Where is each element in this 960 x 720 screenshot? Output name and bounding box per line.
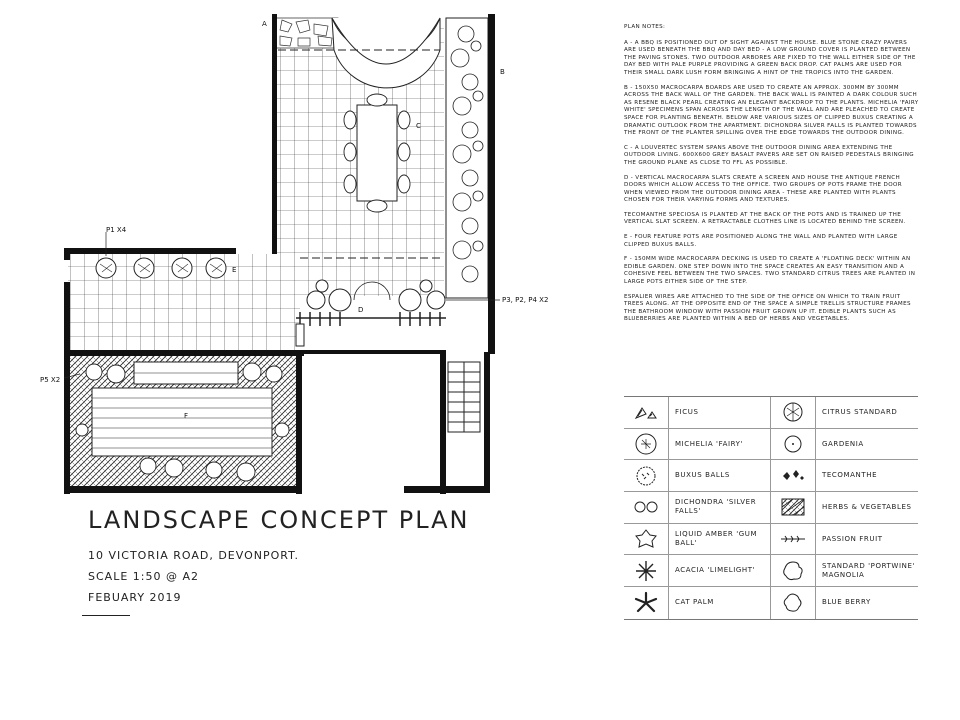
legend-label: LIQUID AMBER 'GUM BALL' xyxy=(675,530,758,548)
note-paragraph: ESPALIER WIRES ARE ATTACHED TO THE SIDE OF THE OFFICE ON WHICH TO TRAIN FRUIT TREES ALONG. AT THE OPPOSITE END OF THE SPACE A SIMPLE TRELLIS STRUCTURE FRAMES THE BATHROOM WINDOW WITH PASSION FRUIT GROWN UP IT. EDIBLE PLANTS SUCH AS BLUEBERRIES ARE PLANTED WITHIN A BED OF HERBS AND VEGETABLES. xyxy=(624,293,911,323)
legend-item-citrus xyxy=(771,397,918,429)
label-p3: P3, P2, P4 X2 xyxy=(502,296,549,304)
plan-scale: SCALE 1:50 @ A2 xyxy=(88,570,199,583)
legend-label: BLUE BERRY xyxy=(822,598,871,607)
acacia-icon xyxy=(624,555,669,586)
legend-item-blueberry xyxy=(771,587,918,619)
legend-label: FICUS xyxy=(675,407,699,416)
note-paragraph: C - A LOUVERTEC SYSTEM SPANS ABOVE THE OUTDOOR DINING AREA EXTENDING THE OUTDOOR LIVING. 600X600 GREY BASALT PAVERS ARE SET ON RAISED PEDESTALS BRINGING THE GROUND PLANE AS CLOSE TO FFL AS POSSIBLE. xyxy=(624,144,914,166)
plant-legend xyxy=(624,396,918,620)
legend-label: TECOMANTHE xyxy=(822,471,878,480)
magnolia-icon xyxy=(771,555,816,586)
label-e: E xyxy=(232,266,237,274)
stairs xyxy=(448,362,480,432)
legend-item-magnolia xyxy=(771,555,918,587)
notes-heading: PLAN NOTES: xyxy=(624,24,666,30)
legend-item-acacia xyxy=(624,555,771,587)
plan-date: FEBUARY 2019 xyxy=(88,591,182,604)
label-f: F xyxy=(184,412,189,420)
legend-item-dichondra xyxy=(624,492,771,524)
plan-notes xyxy=(624,24,920,331)
note-paragraph: D - VERTICAL MACROCARPA SLATS CREATE A SCREEN AND HOUSE THE ANTIQUE FRENCH DOORS WHICH ALLOW ACCESS TO THE OFFICE. TWO GROUPS OF POTS FRAME THE DOOR WHEN VIEWED FROM THE OUTDOOR DINING AREA - THESE ARE PLANTED WITH PLANTS CHOSEN FOR THEIR VARYING FORMS AND TEXTURES. xyxy=(624,174,902,204)
label-p5: P5 X2 xyxy=(40,376,61,384)
legend-item-tecomanthe xyxy=(771,460,918,492)
liquidamber-icon xyxy=(624,524,669,555)
plan-address: 10 VICTORIA ROAD, DEVONPORT. xyxy=(88,549,300,562)
legend-label: CITRUS STANDARD xyxy=(822,407,898,416)
note-paragraph: E - FOUR FEATURE POTS ARE POSITIONED ALONG THE WALL AND PLANTED WITH LARGE CLIPPED BUXUS BALLS. xyxy=(624,234,898,248)
legend-label: BUXUS BALLS xyxy=(675,471,730,480)
legend-label: STANDARD 'PORTWINE' MAGNOLIA xyxy=(822,561,915,579)
ficus-icon xyxy=(624,397,669,428)
passionfruit-icon xyxy=(771,524,816,555)
scale-bar xyxy=(82,615,130,616)
legend-label: MICHELIA 'FAIRY' xyxy=(675,439,744,448)
label-c: C xyxy=(416,122,421,130)
site-plan xyxy=(0,0,600,500)
herbs-icon xyxy=(771,492,816,523)
michelia-icon xyxy=(624,429,669,460)
legend-label: HERBS & VEGETABLES xyxy=(822,502,912,511)
legend-item-gardenia xyxy=(771,429,918,461)
label-b: B xyxy=(500,68,505,76)
legend-item-buxus xyxy=(624,460,771,492)
citrus-icon xyxy=(771,397,816,428)
legend-label: PASSION FRUIT xyxy=(822,534,883,543)
note-paragraph: TECOMANTHE SPECIOSA IS PLANTED AT THE BACK OF THE POTS AND IS TRAINED UP THE VERTICAL SLAT SCREEN. A RETRACTABLE CLOTHES LINE IS LOCATED BEHIND THE SCREEN. xyxy=(624,211,906,226)
legend-label: DICHONDRA 'SILVER FALLS' xyxy=(675,498,757,516)
note-paragraph: A - A BBQ IS POSITIONED OUT OF SIGHT AGAINST THE HOUSE. BLUE STONE CRAZY PAVERS ARE USED BENEATH THE BBQ AND DAY BED - A LOW GROUND COVER IS PLANTED BETWEEN THE PAVING STONES. TWO OUTDOOR ARBORES ARE FIXED TO THE WALL EITHER SIDE OF THE DAY BED WITH PALE PURPLE PROVIDING A GREEN BACK DROP. CAT PALMS ARE USED FOR THEIR SMALL DARK LUSH FORM BRINGING A HINT OF THE TROPICS INTO THE GARDEN. xyxy=(624,39,916,76)
plan-title: LANDSCAPE CONCEPT PLAN xyxy=(88,506,470,534)
crazy-paving xyxy=(276,18,338,48)
label-d: D xyxy=(358,306,364,314)
note-paragraph: B - 150X50 MACROCARPA BOARDS ARE USED TO CREATE AN APPROX. 300MM BY 300MM ACROSS THE BACK WALL OF THE GARDEN. THE BACK WALL IS PAINTED A DARK COLOUR SUCH AS RESENE BLACK PEARL CREATING AN ELEGANT BACKDROP TO THE PLANTS. MICHELIA 'FAIRY WHITE' SPECIMENS SPAN ACROSS THE LENGTH OF THE WALL AND ARE PLEACHED TO CREATE SPACE FOR PLANTING BENEATH. BELOW ARE VARIOUS SIZES OF CLIPPED BUXUS CREATING A DRAMATIC OUTLOOK FROM THE APARTMENT. DICHONDRA SILVER FALLS IS PLANTED TOWARDS THE FRONT OF THE PLANTER SPILLING OVER THE EDGE TOWARDS THE OUTDOOR DINING. xyxy=(624,84,919,137)
blueberry-icon xyxy=(771,587,816,619)
slat-screen xyxy=(296,312,446,326)
legend-item-herbs xyxy=(771,492,918,524)
gardenia-icon xyxy=(771,429,816,460)
tecomanthe-icon xyxy=(771,460,816,491)
legend-label: CAT PALM xyxy=(675,598,714,607)
legend-label: GARDENIA xyxy=(822,439,864,448)
buxus-icon xyxy=(624,460,669,491)
label-a: A xyxy=(262,20,267,28)
title-block xyxy=(88,506,548,604)
dichondra-icon xyxy=(624,492,669,523)
label-p1: P1 X4 xyxy=(106,226,127,234)
legend-item-ficus xyxy=(624,397,771,429)
dining-table xyxy=(357,105,397,201)
note-paragraph: F - 150MM WIDE MACROCARPA DECKING IS USED TO CREATE A 'FLOATING DECK' WITHIN AN EDIBLE GARDEN. ONE STEP DOWN INTO THE SPACE CREATES AN EASY TRANSITION AND A COHESIVE FEEL BETWEEN THE TWO SPACES. TWO STANDARD CITRUS TREES ARE PLANTED IN LARGE POTS EITHER SIDE OF THE STEP. xyxy=(624,256,916,286)
catpalm-icon xyxy=(624,587,669,619)
legend-label: ACACIA 'LIMELIGHT' xyxy=(675,566,756,575)
legend-item-liquidamber xyxy=(624,524,771,556)
legend-item-catpalm xyxy=(624,587,771,619)
legend-item-michelia xyxy=(624,429,771,461)
legend-item-passionfruit xyxy=(771,524,918,556)
